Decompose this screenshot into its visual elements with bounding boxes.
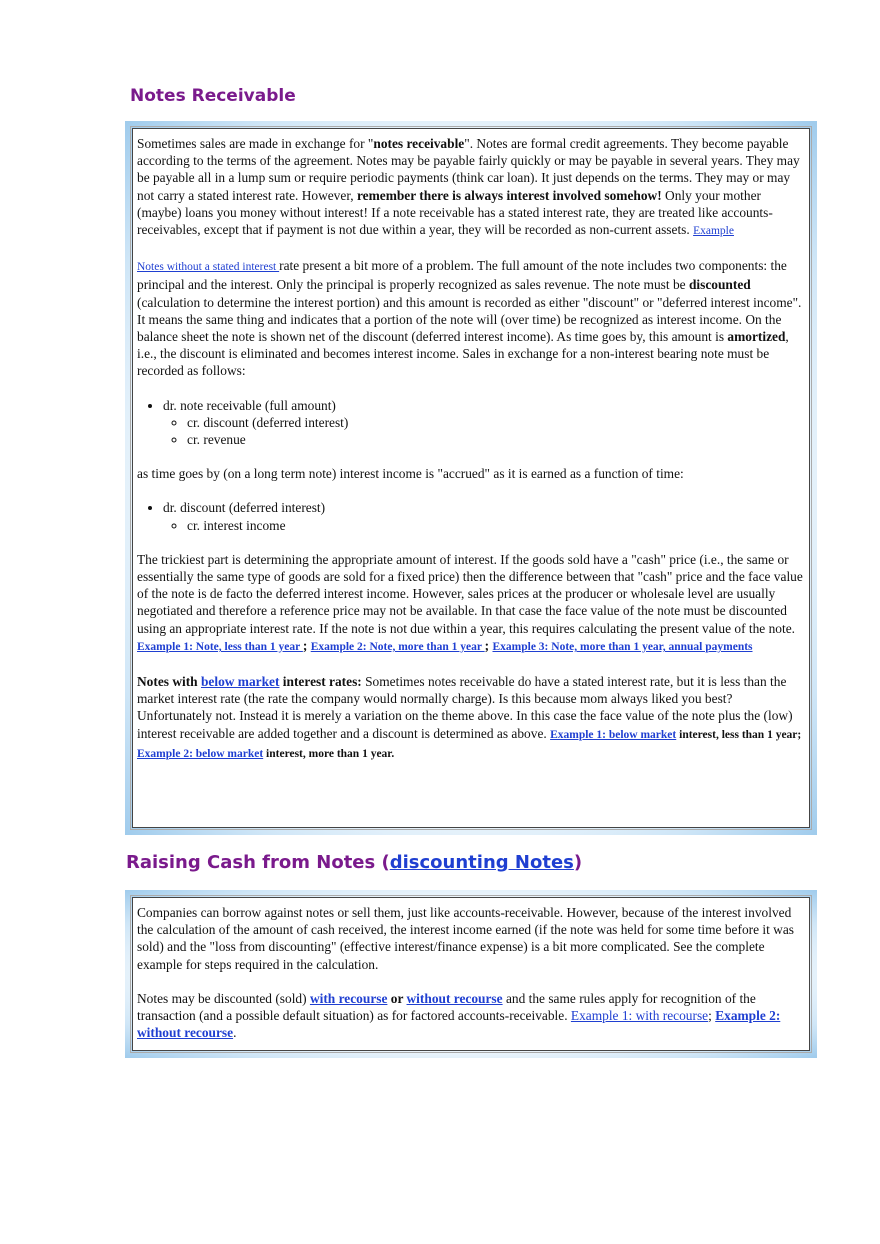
below-market-link[interactable]: below market (200, 674, 280, 690)
bold-text: amortized (727, 329, 786, 345)
bold-text: interest rates: (279, 674, 362, 690)
text: Notes may be discounted (sold) (137, 990, 310, 1006)
accrual-paragraph: as time goes by (on a long term note) interest income is "accrued" as it is earned as a function of time: (137, 466, 684, 482)
title-text: ) (573, 852, 583, 873)
recourse-paragraph (137, 990, 805, 1042)
notes-receivable-box (125, 121, 817, 835)
list-item (163, 499, 805, 533)
list-item-text: dr. discount (deferred interest) (163, 500, 326, 516)
with-recourse-link[interactable]: with recourse (309, 990, 388, 1006)
separator: ; (708, 1008, 716, 1024)
list-item (163, 397, 805, 449)
below-market-example-2-link[interactable]: Example 2: below market (137, 747, 264, 760)
section-title-raising-cash (126, 852, 582, 873)
below-market-paragraph (137, 673, 805, 763)
interest-determination-paragraph (137, 551, 805, 656)
bold-text: interest, less than 1 year; (676, 728, 802, 741)
notes-without-stated-interest-link[interactable]: Notes without a stated interest (137, 261, 280, 274)
bold-text: or (387, 990, 407, 1006)
no-interest-paragraph (137, 257, 805, 379)
raising-cash-box (125, 890, 817, 1058)
list-item: ◦ cr. interest income (187, 517, 805, 534)
text: rate present a bit more of a problem. The full amount of the note includes two components: the principal and the interest. Only the principal is properly recognized as sales revenue. The note must be (137, 258, 787, 293)
text: (calculation to determine the interest portion) and this amount is recorded as either "discount" or "deferred interest income". It means the same thing and indicates that a portion of the note will (over time) be recognized as interest income. On the balance sheet the note is shown net of the discount (deferred interest income). As time goes by, this amount is (137, 294, 802, 345)
bold-text: discounted (688, 277, 751, 293)
text: Only your mother (maybe) loans you money without interest! If a note receivable has a stated interest rate, they are treated like accounts-receivables, except that if payment is not due within a year, they will be recorded as non-current assets. (137, 187, 773, 238)
example-1-link[interactable]: Example 1: Note, less than 1 year (137, 640, 303, 653)
text: . (233, 1025, 237, 1041)
list-item-text: dr. note receivable (full amount) (163, 397, 336, 413)
bold-text: Notes with (137, 674, 201, 690)
text: and the same rules apply for recognition of the transaction (and a possible default situation) as for factored accounts-receivable. (137, 990, 756, 1024)
example-link[interactable]: Example (693, 225, 734, 238)
title-text: Raising Cash from Notes ( (126, 852, 390, 873)
below-market-example-1-link[interactable]: Example 1: below market (550, 728, 677, 741)
text: The trickiest part is determining the appropriate amount of interest. If the goods sold have a "cash" price (i.e., the same or essentially the same type of goods are sold for a fixed price) then the difference between that "cash" price and the face value of the note is de facto the deferred interest income. However, sales prices at the producer or wholesale level are usually negotiated and therefore a reference price may not be available. In that case the face value of the note must be discounted using an appropriate interest rate. If the note is not due within a year, this requires calculating the present value of the note. (137, 551, 803, 636)
text: ". Notes are formal credit agreements. They become payable according to the terms of the agreement. Notes may be payable fairly quickly or may be payable in several years. They may be payable all in a lump sum or require periodic payments (think car loan). It just depends on the terms. They may or may not carry a stated interest rate. However, (137, 136, 800, 203)
example-without-recourse-link[interactable]: Example 2: without recourse (137, 1008, 781, 1041)
list-item: ◦ cr. revenue (187, 431, 805, 448)
example-3-link[interactable]: Example 3: Note, more than 1 year, annual payments (492, 640, 753, 653)
example-2-link[interactable]: Example 2: Note, more than 1 year (310, 640, 485, 653)
text: , i.e., the discount is eliminated and becomes interest income. Sales in exchange for a non-interest bearing note must be recorded as follows: (137, 329, 789, 379)
notes-receivable-content (132, 128, 810, 828)
intro-paragraph (137, 135, 805, 240)
discounting-notes-link[interactable]: discounting Notes (389, 852, 574, 873)
bold-text: notes receivable (373, 136, 465, 151)
borrow-paragraph: Companies can borrow against notes or sell them, just like accounts-receivable. However, because of the interest involved the calculation of the amount of cash received, the interest income earned (if the note was held for some time before it was sold) and the "loss from discounting" (effective interest/finance expense) is a bit more complicated. See the complete example for steps required in the calculation. (137, 905, 795, 972)
without-recourse-link[interactable]: without recourse (406, 990, 503, 1006)
separator: ; (484, 637, 493, 653)
section-title-notes-receivable: Notes Receivable (130, 86, 296, 106)
bold-text: remember there is always interest involved somehow! (356, 187, 662, 203)
sub-list (163, 414, 805, 448)
journal-entry-list-sale (137, 397, 805, 449)
sub-list (163, 517, 805, 534)
journal-entry-list-accrual (137, 499, 805, 533)
example-with-recourse-link[interactable]: Example 1: with recourse (570, 1008, 709, 1024)
text: Sometimes sales are made in exchange for " (137, 136, 374, 151)
list-item: ◦ cr. discount (deferred interest) (187, 414, 805, 431)
text: Sometimes notes receivable do have a stated interest rate, but it is less than the market interest rate (the rate the company would normally charge). Is this because mom always liked you best? Unfortunately not. Instead it is merely a variation on the theme above. In this case the face value of the note plus the (low) interest receivable are added together and a discount is determined as above. (137, 674, 793, 741)
raising-cash-content (132, 897, 810, 1051)
separator: ; (302, 637, 311, 653)
bold-text: interest, more than 1 year. (263, 747, 395, 760)
